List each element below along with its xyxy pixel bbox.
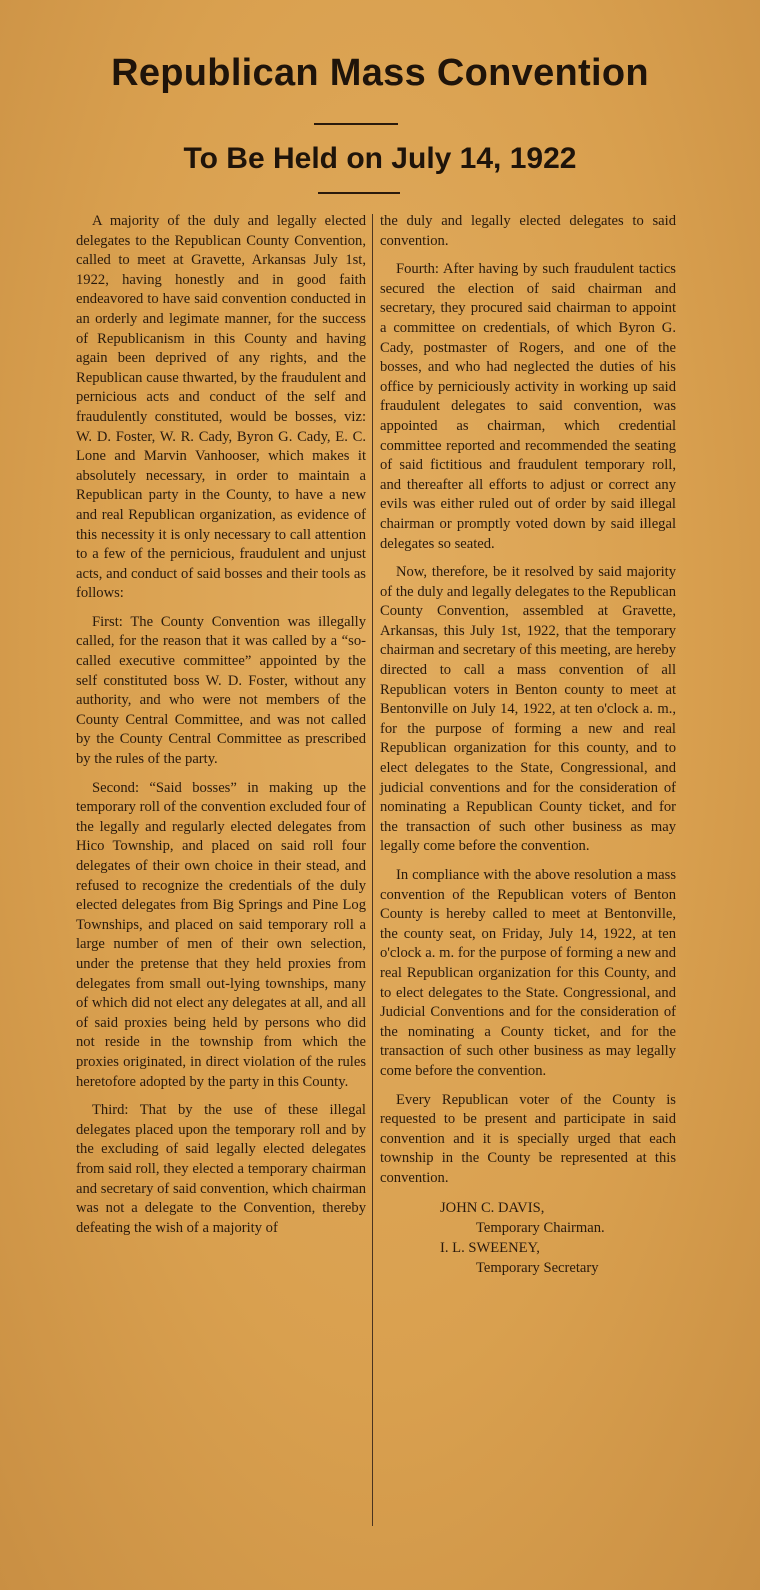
- paragraph-compliance: In compliance with the above resolution a mass convention of the Republican voters of Benton County is hereby called to meet at Bentonville, the county seat, on Friday, July 14, 1922, at ten o'clock a. m. for the purpose of forming a new and real Republican organization for this County, and to elect delegates to the State. Congressional, and Judicial Conventions and for the consideration of the nominating a County ticket, and for the transaction of such other business as may legally come before the convention.: [380, 867, 676, 1079]
- signatory-name: JOHN C. DAVIS,: [440, 1199, 545, 1216]
- paragraph-fourth: Fourth: After having by such fraudulent tactics secured the election of said chairman and secretary, they procured said chairman to appoint a committee on credentials, of which Byron G. Cady, postmaster of Rogers, and one of the bosses, and who had neglected the duties of his office by perniciously activity in working up said fraudulent delegates to said convention, was appointed as chairman, which credential committee reported and recommended the seating of said fictitious and fraudulent temporary roll, and thereafter all efforts to adjust or correct any evils was either ruled out of order by said illegal chairman or promptly voted down by said illegal delegates so seated.: [380, 261, 676, 552]
- subtitle-rule: [318, 192, 400, 194]
- column-divider: [372, 214, 373, 1526]
- page-subtitle: To Be Held on July 14, 1922: [183, 142, 577, 175]
- signatory-title: Temporary Chairman.: [476, 1219, 605, 1236]
- paragraph-preamble: A majority of the duly and legally elected delegates to the Republican County Convention, called to meet at Gravette, Arkansas July 1st, 1922, having honestly and in good faith endeavored to have said convention conducted in an orderly and legimate manner, for the success of Republicanism in this County and having again been deprived of any rights, and the Republican cause thwarted, by the fraudulent and pernicious acts and conduct of the self and fraudulently constituted, would be bosses, viz: W. D. Foster, W. R. Cady, Byron G. Cady, E. C. Lone and Marvin Vanhooser, which makes it absolutely necessary, in order to maintain a Republican party in the County, to have a new and real Republican organization, as evidence of this necessity it is only necessary to call attention to a few of the pernicious, fraudulent and unjust acts, and conduct of said bosses and their tools as follows:: [76, 213, 366, 602]
- left-column: [76, 212, 366, 1247]
- paragraph-continuation: the duly and legally elected delegates to said convention.: [380, 213, 676, 249]
- title-rule: [314, 123, 398, 125]
- right-column: [380, 212, 676, 1278]
- signature-block: [380, 1198, 676, 1278]
- signatory-title: Temporary Secretary: [476, 1259, 599, 1276]
- paragraph-third: Third: That by the use of these illegal delegates placed upon the temporary roll and by the excluding of said legally elected delegates from said roll, they elected a temporary chairman and secretary of said convention, which chairman was not a delegate to the Convention, thereby defeating the wish of a majority of: [76, 1102, 366, 1236]
- page-title: Republican Mass Convention: [111, 52, 649, 94]
- paragraph-request: Every Republican voter of the County is requested to be present and participate in said convention and it is specially urged that each township in the County be represented at this convention.: [380, 1091, 676, 1186]
- paragraph-first: First: The County Convention was illegally called, for the reason that it was called by a “so-called executive committee” appointed by the self constituted boss W. D. Foster, without any authority, and who were not members of the County Central Committee, and was not called by the County Central Committee as prescribed by the rules of the party.: [76, 613, 366, 768]
- paragraph-resolution: Now, therefore, be it resolved by said majority of the duly and legally delegates to the Republican County Convention, assembled at Gravette, Arkansas, this July 1st, 1922, that the temporary chairman and secretary of this meeting, are hereby directed to call a mass convention of all Republican voters in Benton county to meet at Bentonville on July 14, 1922, at ten o'clock a. m., for the purpose of forming a new and real Republican organization for this county, and to elect delegates to the State, Congressional, and judicial conventions and for the consideration of nominating a Republican County ticket, and for the transaction of such other business as may legally come before the convention.: [380, 564, 676, 855]
- paragraph-second: Second: “Said bosses” in making up the temporary roll of the convention excluded four of the legally and regularly elected delegates from Hico Township, and placed on said roll four delegates of their own choice in their stead, and refused to recognize the credentials of the duly elected delegates from Big Springs and Pine Log Townships, and placed on said temporary roll a large number of men of their own selection, under the pretense that they held proxies from delegates from small out-lying townships, many of which did not elect any delegates at all, and all of said proxies being held by persons who did not reside in the township from which the proxies originated, in direct violation of the rules heretofore adopted by the party in this County.: [76, 779, 366, 1090]
- signatory-name: I. L. SWEENEY,: [440, 1239, 540, 1256]
